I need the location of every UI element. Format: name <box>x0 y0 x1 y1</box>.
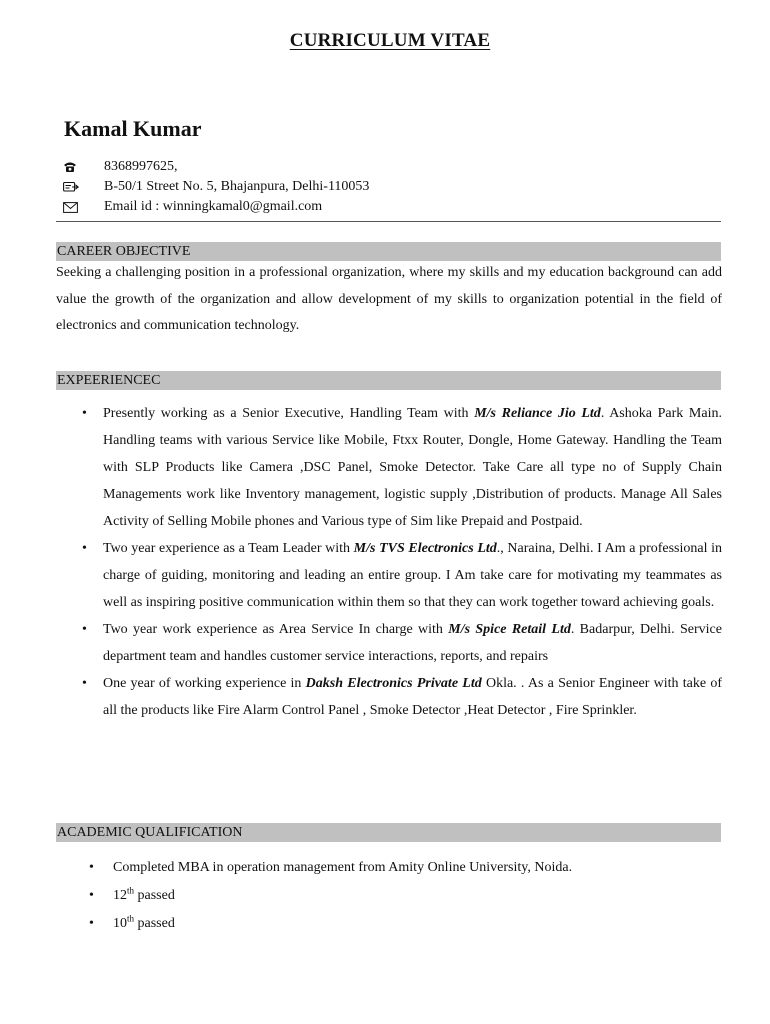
section-career-objective: CAREER OBJECTIVE <box>56 242 721 261</box>
phone-icon <box>60 161 104 173</box>
academic-text: passed <box>134 916 175 931</box>
career-objective-text: Seeking a challenging position in a professional organization, where my skills and my education background can add value the growth of the organization and allow development of my skills to organization potential in the field of electronics and communication technology. <box>56 265 722 334</box>
bullet: • <box>82 676 87 691</box>
list-item <box>56 400 722 535</box>
academic-text: passed <box>134 888 175 903</box>
bullet: • <box>89 888 94 903</box>
contact-address: B-50/1 Street No. 5, Bhajanpura, Delhi-110053 <box>104 179 370 194</box>
company-name: M/s Spice Retail Ltd <box>448 622 571 637</box>
section-academic-qualification: ACADEMIC QUALIFICATION <box>56 823 721 842</box>
ordinal-suffix: th <box>127 913 135 924</box>
experience-text: ., Naraina, Delhi. I Am a professional in charge of guiding, monitoring and leading an entire group. I Am take care for motivating my teammates as well as inspiring positive communication within them so that they can work together toward achieving goals. <box>103 541 723 610</box>
document-title: CURRICULUM VITAE <box>289 30 491 51</box>
candidate-name: Kamal Kumar <box>64 116 202 141</box>
bullet: • <box>89 860 94 875</box>
list-item <box>56 616 722 670</box>
bullet: • <box>82 622 87 637</box>
list-item <box>56 882 722 910</box>
list-item <box>56 910 722 938</box>
contact-block <box>60 157 722 217</box>
experience-text: Okla. . As a Senior Engineer with take of all the products like Fire Alarm Control Panel , Smoke Detector ,Heat Detector , Fire Sprinkler. <box>103 676 723 718</box>
experience-text: Two year work experience as Area Service In charge with <box>103 622 449 637</box>
envelope-icon <box>60 202 104 213</box>
bullet: • <box>82 541 87 556</box>
grade-number: 10 <box>113 916 127 931</box>
experience-list <box>56 400 722 724</box>
contact-email: Email id : winningkamal0@gmail.com <box>104 199 323 214</box>
bullet: • <box>89 916 94 931</box>
experience-text: Two year experience as a Team Leader with <box>103 541 354 556</box>
grade-number: 12 <box>113 888 127 903</box>
contact-email-row <box>60 197 722 217</box>
contact-divider <box>56 221 721 222</box>
company-name: Daksh Electronics Private Ltd <box>305 676 482 691</box>
list-item <box>56 854 722 882</box>
experience-text: . Badarpur, Delhi. Service department team and handles customer service interactions, reports, and repairs <box>103 622 722 664</box>
academic-text: Completed MBA in operation management from Amity Online University, Noida. <box>113 860 573 875</box>
contact-phone: 8368997625, <box>104 159 178 174</box>
experience-text: One year of working experience in <box>103 676 306 691</box>
contact-address-row <box>60 177 722 197</box>
bullet: • <box>82 406 87 421</box>
company-name: M/s Reliance Jio Ltd <box>474 406 601 421</box>
section-experience: EXPEERIENCEC <box>56 371 721 390</box>
ordinal-suffix: th <box>127 885 135 896</box>
contact-phone-row <box>60 157 722 177</box>
experience-text: Presently working as a Senior Executive, Handling Team with <box>103 406 475 421</box>
list-item <box>56 670 722 724</box>
academic-list <box>56 854 722 938</box>
list-item <box>56 535 722 616</box>
experience-text: . Ashoka Park Main. Handling teams with various Service like Mobile, Ftxx Router, Dongle, Home Gateway. Handling the Team with SLP Products like Camera ,DSC Panel, Smoke Detector. Take Care all type no of Supply Chain Managements work like Inventory management, logistic supply ,Distribution of products. Manage All Sales Activity of Selling Mobile phones and Various type of Sim like Prepaid and Postpaid. <box>103 406 722 529</box>
address-card-icon <box>60 181 104 193</box>
company-name: M/s TVS Electronics Ltd <box>353 541 497 556</box>
